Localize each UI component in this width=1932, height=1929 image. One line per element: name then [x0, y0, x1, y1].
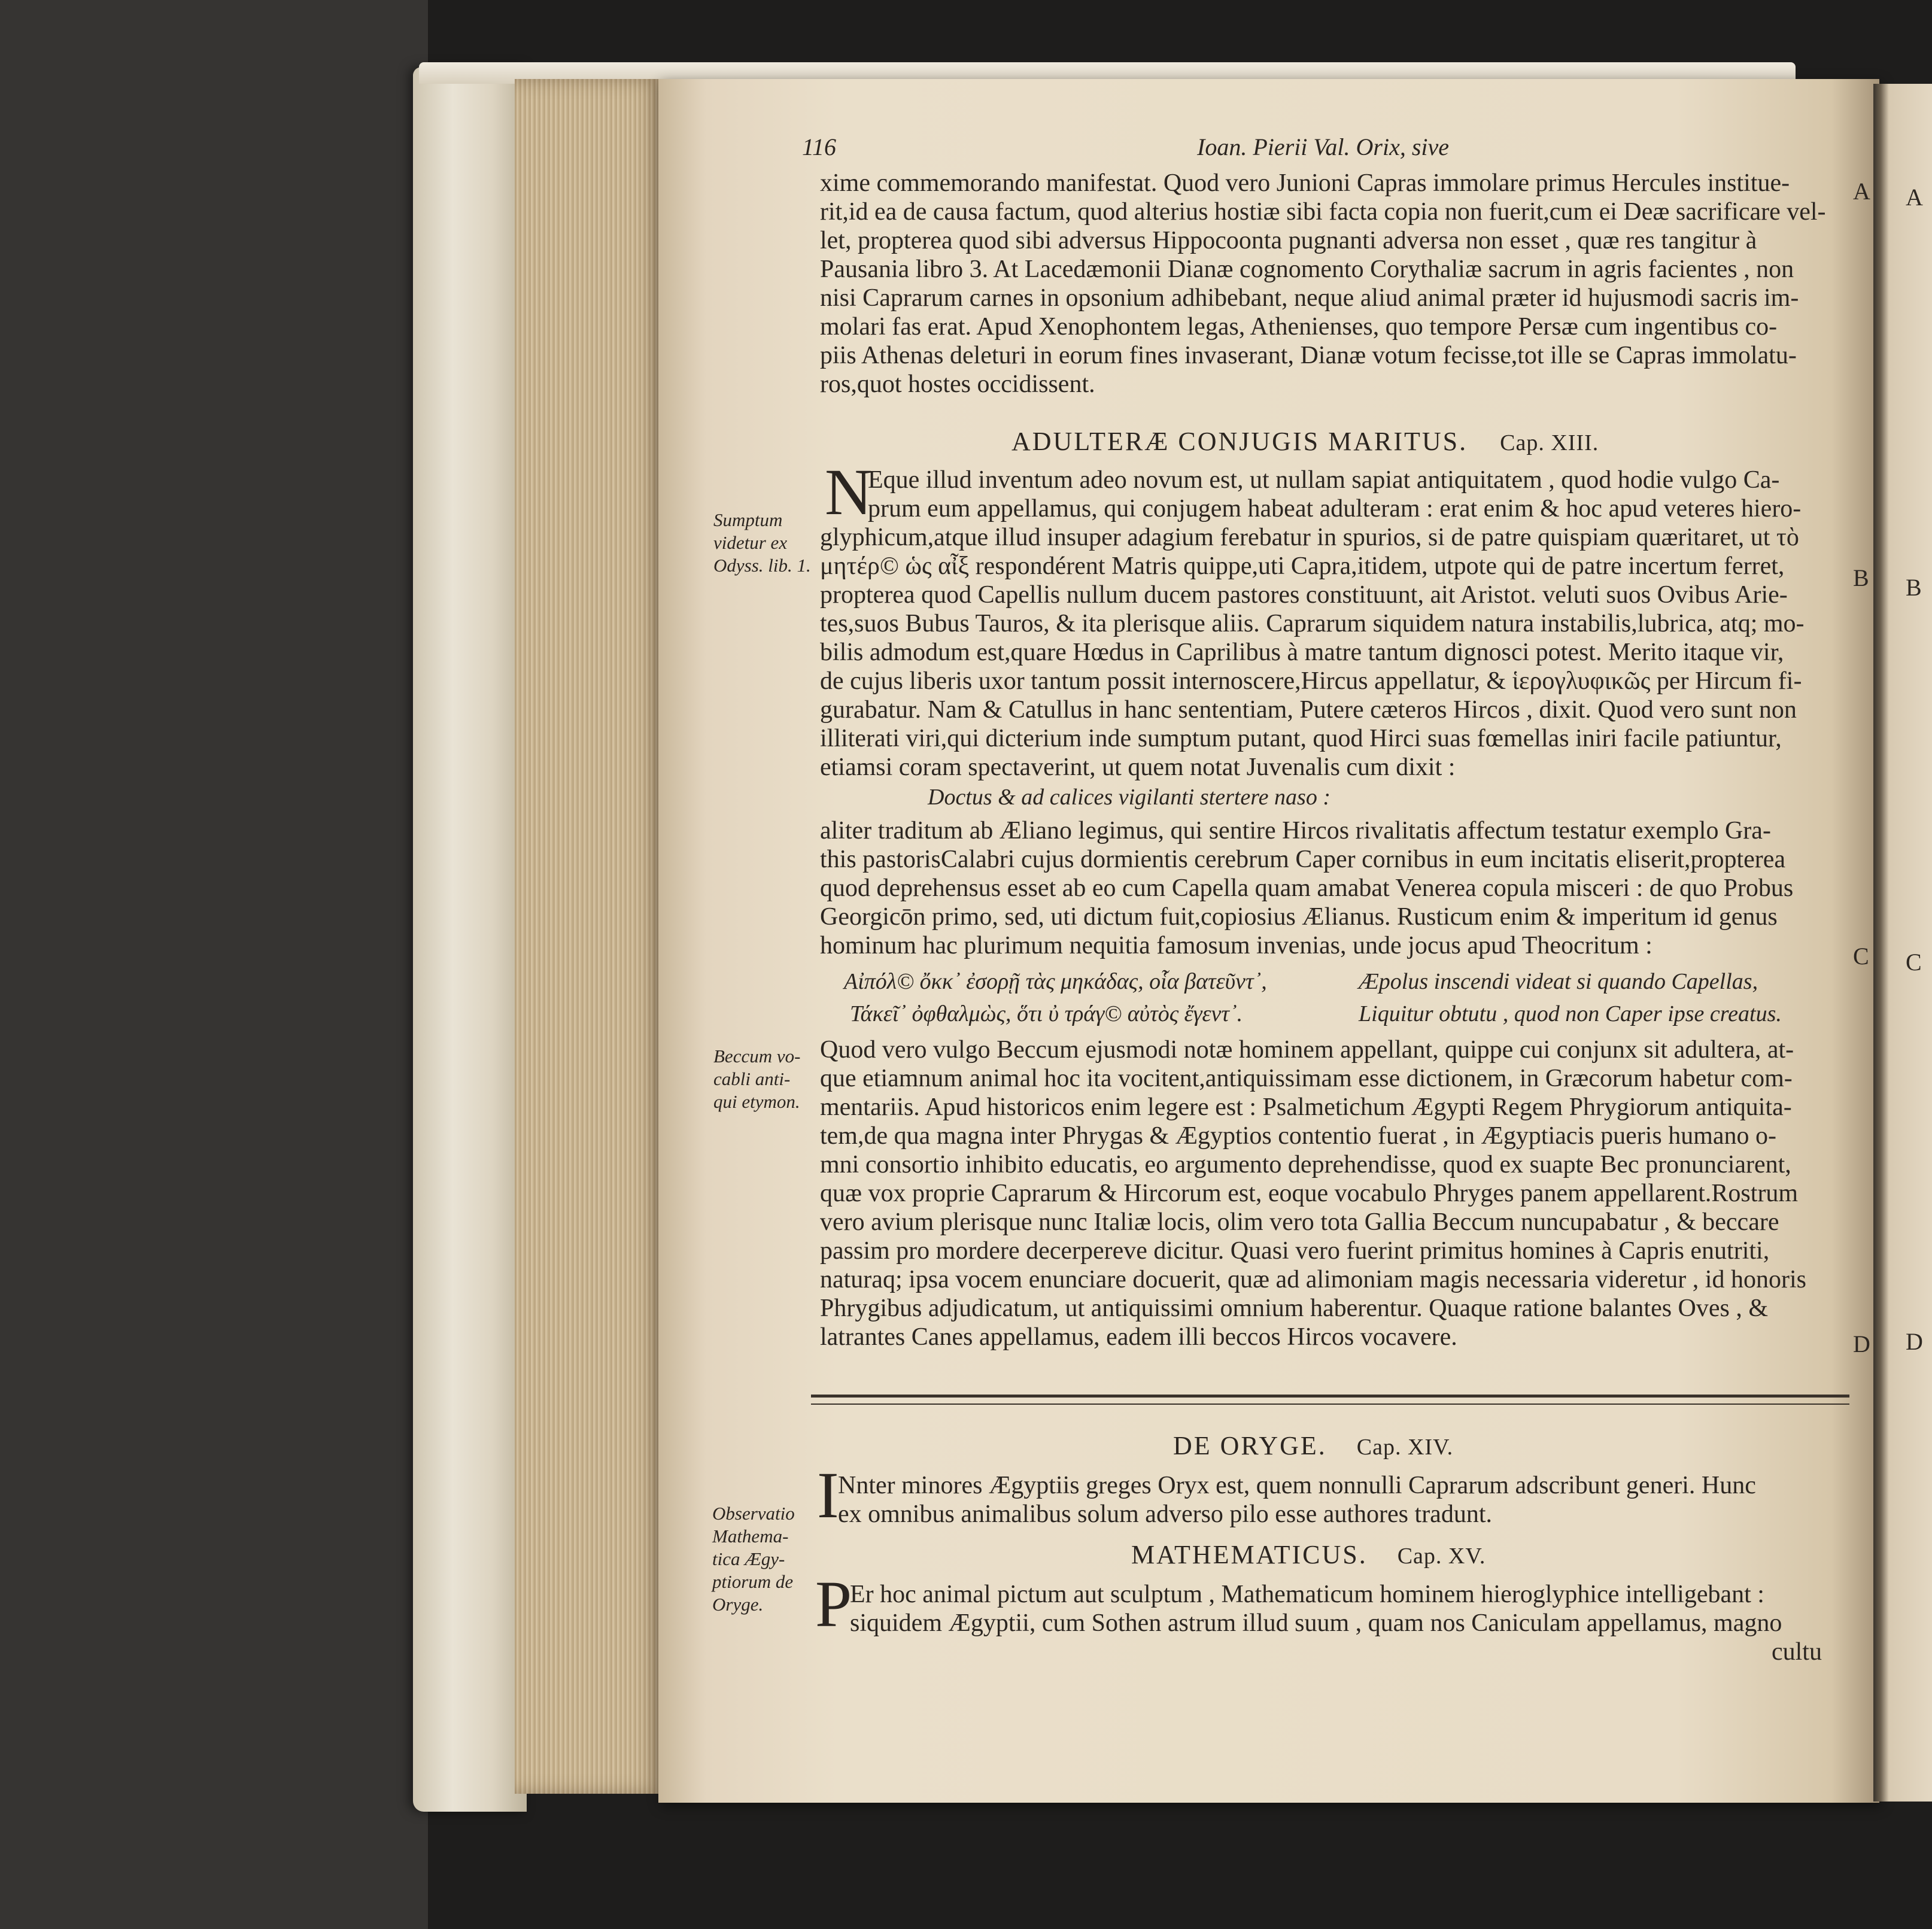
text-line: passim pro mordere decerpereve dicitur. Quasi vero fuerint primitus homines à Capris enutriti,: [820, 1237, 1770, 1265]
chapter-15-title: [1131, 1539, 1486, 1570]
text-line: Er hoc animal pictum aut sculptum , Mathematicum hominem hieroglyphice intelligebant :: [850, 1581, 1764, 1608]
facing-letter-b: B: [1906, 574, 1922, 601]
section-letter-b: B: [1853, 564, 1869, 591]
margin-line: Observatio: [712, 1503, 795, 1524]
text-line: propterea quod Capellis nullum ducem pastores constituunt, ait Aristot. veluti suos Ovibus Arie-: [820, 581, 1788, 609]
section-letter-a: A: [1853, 178, 1870, 205]
chapter-13-title: [1011, 426, 1599, 457]
margin-line: Sumptum: [713, 509, 783, 530]
chapter-14-name: DE ORYGE.: [1173, 1431, 1327, 1460]
text-line: aliter traditum ab Æliano legimus, qui sentire Hircos rivalitatis affectum testatur exemplo Gra-: [820, 817, 1771, 844]
text-line: latrantes Canes appellamus, eadem illi beccos Hircos vocavere.: [820, 1323, 1457, 1351]
facing-page-edge: [1873, 84, 1932, 1802]
margin-line: Beccum vo-: [713, 1046, 801, 1067]
section-letter-d: D: [1853, 1330, 1870, 1357]
chapter-14-title: [1173, 1430, 1453, 1461]
margin-line: videtur ex: [713, 532, 788, 553]
text-line: mni consortio inhibito educatis, eo argumento deprehendisse, quod ex suapte Bec pronunciarent,: [820, 1151, 1791, 1178]
text-line: naturaq; ipsa vocem enunciare docuerit, quæ ad alimoniam magis necessaria videretur , id honoris: [820, 1266, 1806, 1293]
text-line: mentariis. Apud historicos enim legere est : Psalmetichum Ægypti Regem Phrygiorum antiquita-: [820, 1093, 1792, 1121]
text-line: tem,de qua magna inter Phrygas & Ægyptios contentio fuerat , in Ægyptiacis pueris humano o-: [820, 1122, 1777, 1150]
text-line: this pastorisCalabri cujus dormientis cerebrum Caper cornibus in eum incitatis eliserit,propterea: [820, 846, 1786, 873]
text-line: rit,id ea de causa factum, quod alterius hostiæ sibi facta copia non fuerit,cum ei Deæ sacrificare vel-: [820, 198, 1826, 226]
chapter-13-dropcap: N: [825, 455, 873, 528]
text-line: Georgicōn primo, sed, uti dictum fuit,copiosius Ælianus. Rusticum enim & imperitum id genus: [820, 903, 1778, 931]
text-line: xime commemorando manifestat. Quod vero Junioni Capras immolare primus Hercules institue-: [820, 169, 1790, 197]
text-line: tes,suos Bubus Tauros, & ita plerisque aliis. Caprarum siquidem natura instabilis,lubrica, atq; mo-: [820, 610, 1805, 637]
margin-line: cabli anti-: [713, 1068, 791, 1089]
text-line: de cujus liberis uxor tantum possit internoscere,Hircus appellatur, & ἱερογλυφικῶς per Hircum fi-: [820, 667, 1802, 695]
chapter-14-dropcap: I: [817, 1459, 839, 1532]
chapter-15-dropcap: P: [815, 1567, 852, 1641]
latin-verse-1: Æpolus inscendi videat si quando Capellas,: [1359, 969, 1758, 994]
text-line: illiterati viri,qui dicterium inde sumptum putant, quod Hirci suas fœmellas iniri facile patiuntur,: [820, 725, 1782, 752]
book-spine: [413, 67, 527, 1812]
text-line: bilis admodum est,quare Hœdus in Caprilibus à matre tantum dignosci potest. Merito itaque vir,: [820, 639, 1784, 666]
catchword: cultu: [1772, 1638, 1822, 1666]
text-line: quod deprehensus esset ab eo cum Capella quam amabat Venerea copula misceri : de quo Probus: [820, 874, 1794, 902]
margin-line: Odyss. lib. 1.: [713, 555, 811, 576]
text-line: Nnter minores Ægyptiis greges Oryx est, quem nonnulli Caprarum adscribunt generi. Hunc: [838, 1472, 1756, 1499]
text-line: μητέρ© ὡς αἶξ respondérent Matris quippe,uti Capra,itidem, utpote qui de patre incertum ferret,: [820, 552, 1785, 580]
facing-letter-c: C: [1906, 949, 1922, 976]
running-title: Ioan. Pierii Val. Orix, sive: [1197, 133, 1450, 160]
text-line: molari fas erat. Apud Xenophontem legas, Athenienses, quo tempore Persæ cum ingentibus co-: [820, 313, 1778, 341]
chapter-13-number: Cap. XIII.: [1500, 430, 1599, 455]
background-left: [0, 0, 428, 1929]
text-line: siquidem Ægyptii, cum Sothen astrum illud suum , quam nos Caniculam appellamus, magno: [850, 1609, 1782, 1637]
margin-line: Oryge.: [712, 1594, 764, 1615]
text-line: Phrygibus adjudicatum, ut antiquissimi omnium haberentur. Quaque ratione balantes Oves , &: [820, 1295, 1769, 1322]
text-line: gurabatur. Nam & Catullus in hanc sententiam, Putere cæteros Hircos , dixit. Quod vero sunt non: [820, 696, 1797, 724]
text-line: prum eum appellamus, qui conjugem habeat adulteram : erat enim & hoc apud veteres hiero-: [868, 495, 1802, 522]
greek-verse-2: Τάκεῖ᾽ ὀφθαλμὼς, ὅτι ὐ τράγ© αὐτὸς ἔγεντ᾽.: [850, 1001, 1243, 1026]
page-edges: [515, 79, 664, 1794]
chapter-15-name: MATHEMATICUS.: [1131, 1540, 1368, 1569]
chapter-13-name: ADULTERÆ CONJUGIS MARITUS.: [1011, 427, 1468, 456]
latin-verse-2: Liquitur obtutu , quod non Caper ipse creatus.: [1359, 1001, 1782, 1026]
greek-verse-1: Αἰπόλ© ὄκκ᾽ ἐσορῇ τὰς μηκάδας, οἷα βατεῦντ᾽,: [844, 969, 1267, 994]
text-line: que etiamnum animal hoc ita vocitent,antiquissimam esse dictionem, in Græcorum habetur com-: [820, 1065, 1793, 1092]
text-line: ros,quot hostes occidissent.: [820, 370, 1095, 398]
margin-line: qui etymon.: [713, 1091, 800, 1112]
section-letter-c: C: [1853, 943, 1869, 970]
text-line: glyphicum,atque illud insuper adagium ferebatur in spurios, si de patre quispiam quæritaret, ut τὸ: [820, 524, 1799, 551]
chapter-15-number: Cap. XV.: [1397, 1544, 1486, 1569]
facing-letter-a: A: [1906, 184, 1923, 211]
text-line: hominum hac plurimum nequitia famosum invenias, unde jocus apud Theocritum :: [820, 932, 1652, 959]
page-number: 116: [802, 133, 837, 160]
text-line: Quod vero vulgo Beccum ejusmodi notæ hominem appellant, quippe cui conjunx sit adultera, at-: [820, 1036, 1794, 1064]
text-line: Eque illud inventum adeo novum est, ut nullam sapiat antiquitatem , quod hodie vulgo Ca-: [868, 466, 1780, 494]
text-line: etiamsi coram spectaverint, ut quem notat Juvenalis cum dixit :: [820, 754, 1456, 781]
chapter-14-number: Cap. XIV.: [1356, 1435, 1454, 1460]
facing-letter-d: D: [1906, 1328, 1923, 1355]
text-line: quæ vox proprie Caprarum & Hircorum est, eoque vocabulo Phryges panem appellarent.Rostrum: [820, 1180, 1799, 1207]
text-line: let, propterea quod sibi adversus Hippocoonta pugnanti adversa non esset , quæ res tangitur à: [820, 227, 1757, 254]
margin-line: ptiorum de: [712, 1571, 794, 1592]
text-line: vero avium plerisque nunc Italiæ locis, olim vero tota Gallia Beccum nuncupabatur , & beccare: [820, 1208, 1779, 1236]
text-line: Pausania libro 3. At Lacedæmonii Dianæ cognomento Corythaliæ sacrum in agris facientes , non: [820, 256, 1794, 283]
text-line: nisi Caprarum carnes in opsonium adhibebant, neque aliud animal præter id hujusmodi sacris im-: [820, 284, 1799, 312]
margin-line: Mathema-: [712, 1526, 789, 1547]
text-line: ex omnibus animalibus solum adverso pilo esse authores tradunt.: [838, 1500, 1492, 1528]
margin-line: tica Ægy-: [712, 1548, 785, 1569]
section-rule: [811, 1395, 1849, 1405]
juvenal-quote: Doctus & ad calices vigilanti stertere naso :: [928, 785, 1330, 810]
text-line: piis Athenas deleturi in eorum fines invaserant, Dianæ votum fecisse,tot ille se Capras immolatu-: [820, 342, 1797, 369]
